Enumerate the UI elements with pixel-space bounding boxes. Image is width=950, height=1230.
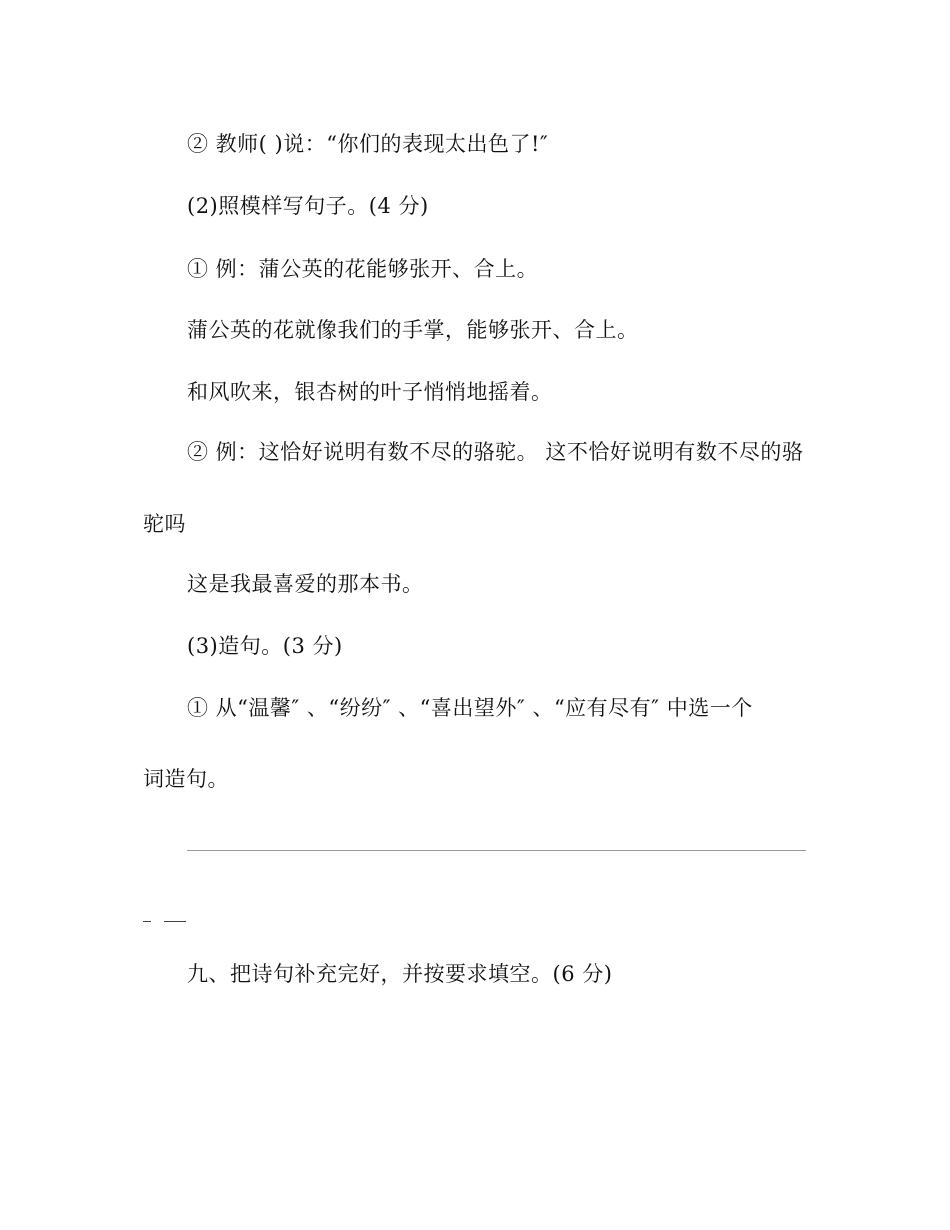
text-line-ginkgo-leaves: 和风吹来，银杏树的叶子悄悄地摇着。 bbox=[187, 380, 553, 404]
section-heading-poem-completion: 九、把诗句补充完好，并按要求填空。(6 分) bbox=[187, 962, 613, 986]
text-line-camels-continued: 驼吗 bbox=[143, 512, 186, 536]
text-line-favorite-book: 这是我最喜爱的那本书。 bbox=[187, 572, 424, 596]
text-line-example-dandelion: ① 例：蒲公英的花能够张开、合上。 bbox=[187, 257, 539, 281]
section-heading-imitate-sentences: (2)照模样写句子。(4 分) bbox=[187, 194, 429, 218]
answer-blank-line bbox=[187, 850, 806, 851]
text-line-dandelion-palm: 蒲公英的花就像我们的手掌，能够张开、合上。 bbox=[187, 318, 639, 342]
text-line-choose-word: ① 从“温馨″ 、“纷纷″ 、“喜出望外″ 、“应有尽有″ 中选一个 bbox=[187, 696, 753, 720]
text-line-example-camels: ② 例：这恰好说明有数不尽的骆驼。 这不恰好说明有数不尽的骆 bbox=[187, 440, 804, 464]
text-line-teacher-said: ② 教师( )说：“你们的表现太出色了!″ bbox=[187, 132, 549, 156]
answer-blank-dash-long bbox=[164, 921, 186, 922]
section-heading-make-sentences: (3)造句。(3 分) bbox=[187, 634, 343, 658]
text-line-make-sentence: 词造句。 bbox=[143, 767, 229, 791]
answer-blank-dash-short bbox=[143, 921, 151, 922]
